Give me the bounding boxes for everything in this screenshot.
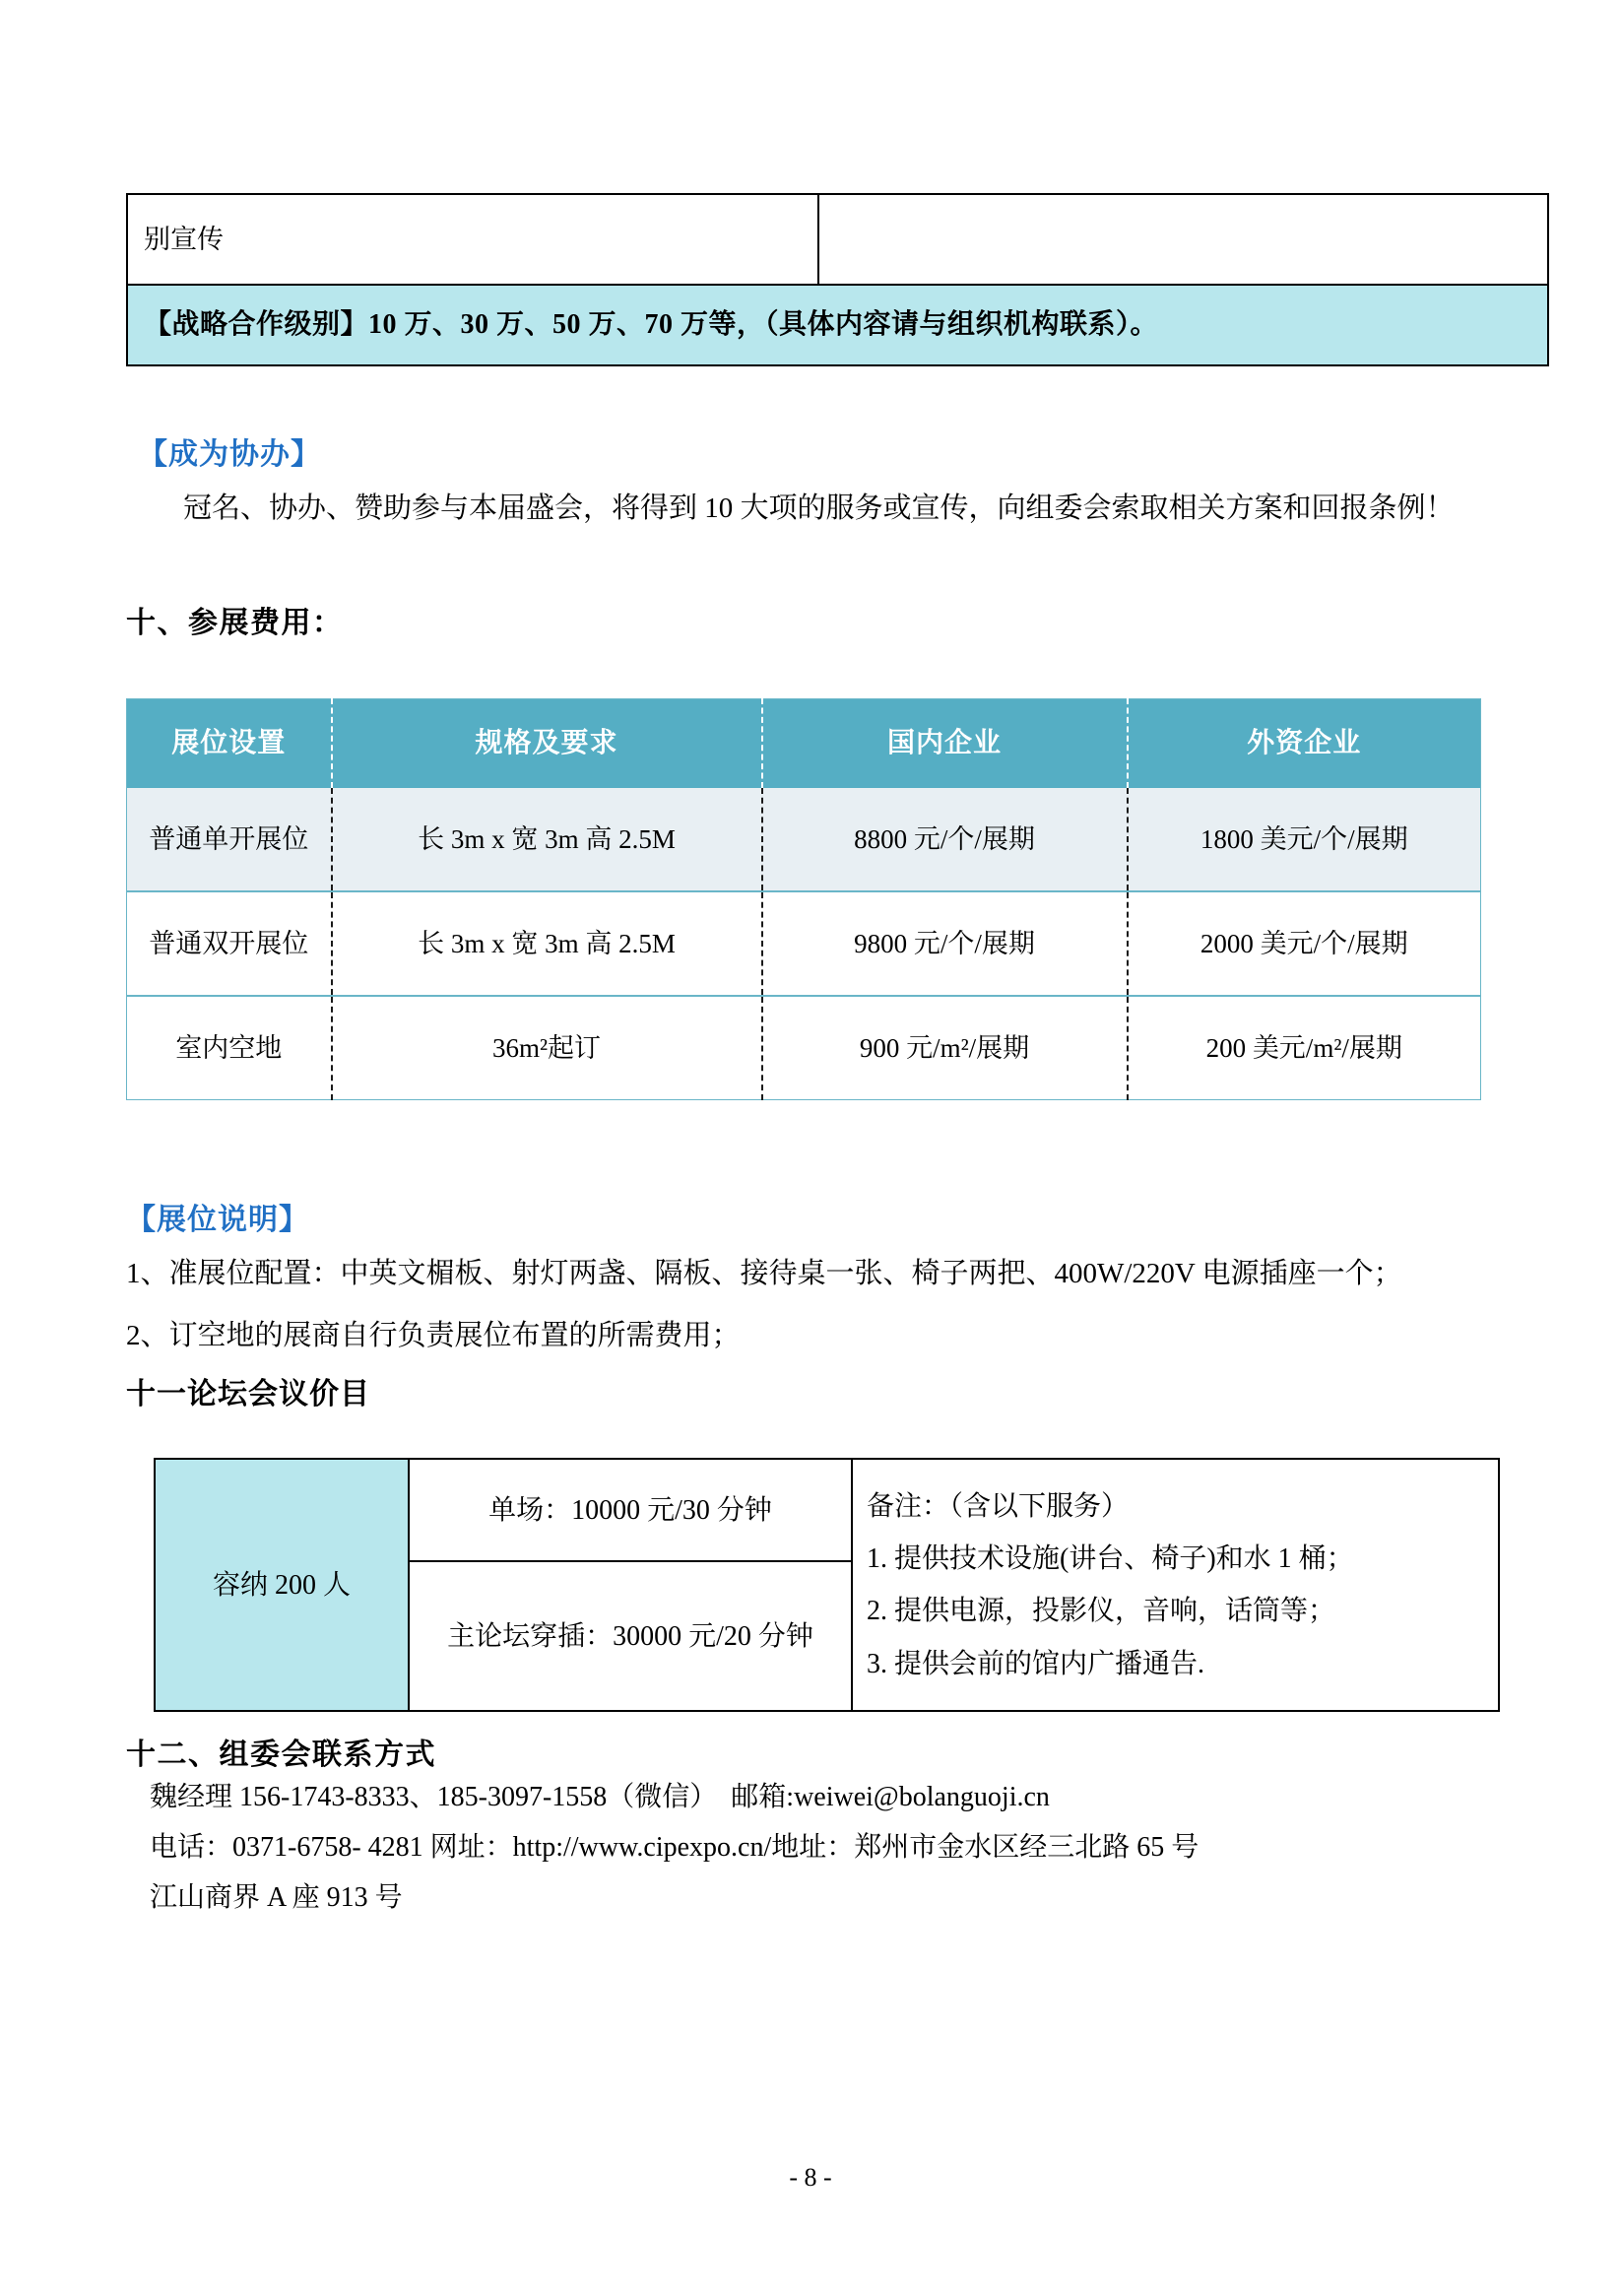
table-row [127,194,1548,285]
table-row-highlight [127,285,1548,365]
become-cosponsor-heading: 【成为协办】 [138,438,321,471]
cell-service-notes [852,1459,1499,1711]
table-row [127,996,1481,1100]
forum-price-table [154,1458,1500,1712]
note-title: 备注：（含以下服务） [867,1490,1130,1522]
table-header-row [127,698,1481,788]
cell-spec: 长 3m x 宽 3m 高 2.5M [332,788,762,891]
booth-note-item-2: 2、订空地的展商自行负责展位布置的所需费用； [126,1319,741,1351]
strategic-cooperation-levels: 【战略合作级别】10 万、30 万、50 万、70 万等，（具体内容请与组织机构联系）。 [127,285,1548,365]
cell-spec: 长 3m x 宽 3m 高 2.5M [332,891,762,996]
column-header-domestic: 国内企业 [762,698,1128,788]
contact-section-heading: 十二、组委会联系方式 [126,1738,436,1772]
cell-foreign-price: 200 美元/m²/展期 [1205,1032,1402,1063]
note-item-1: 1. 提供技术设施(讲台、椅子)和水 1 桶； [867,1542,1354,1574]
page-footer: - 8 - [789,2163,832,2192]
contact-line-manager: 魏经理 156-1743-8333、185-3097-1558（微信） 邮箱:weiwei@bolanguoji.cn [150,1782,1050,1813]
cell-foreign-price: 1800 美元/个/展期 [1128,788,1481,891]
cell-foreign-price: 2000 美元/个/展期 [1128,891,1481,996]
cell-spec: 36m²起订 [332,996,762,1100]
cell-domestic-price: 8800 元/个/展期 [762,788,1128,891]
booth-price-table [126,698,1481,1100]
cell-booth-setting: 普通单开展位 [127,788,332,891]
column-header-spec: 规格及要求 [332,698,762,788]
continuation-table [126,193,1549,366]
cell-right-empty [818,194,1548,285]
cell-capacity: 容纳 200 人 [155,1459,409,1711]
table-row [127,891,1481,996]
page-content [126,0,1480,1924]
table-row [155,1459,1499,1561]
forum-price-heading: 十一论坛会议价目 [126,1378,370,1411]
column-header-booth-setting: 展位设置 [127,698,332,788]
booth-note-item-1: 1、准展位配置：中英文楣板、射灯两盏、隔板、接待桌一张、椅子两把、400W/220V 电源插座一个； [126,1257,1402,1289]
cell-left-text: 别宣传 [127,194,818,285]
contact-line-address-cont: 江山商界 A 座 913 号 [150,1882,403,1914]
cell-domestic-price: 9800 元/个/展期 [762,891,1128,996]
cell-main-forum-price: 主论坛穿插：30000 元/20 分钟 [409,1561,852,1711]
column-header-foreign: 外资企业 [1128,698,1481,788]
note-item-2: 2. 提供电源，投影仪，音响，话筒等； [867,1596,1336,1627]
cell-domestic-price: 900 元/m²/展期 [762,996,1128,1100]
booth-notes-heading: 【展位说明】 [126,1203,309,1236]
note-item-3: 3. 提供会前的馆内广播通告. [867,1648,1205,1679]
section-heading-fee: 十、参展费用： [126,606,344,639]
table-row [127,788,1481,891]
cell-single-session-price: 单场：10000 元/30 分钟 [409,1459,852,1561]
become-cosponsor-body: 冠名、协办、赞助参与本届盛会，将得到 10 大项的服务或宣传，向组委会索取相关方案和回报条例！ [183,492,1455,524]
contact-line-phone-web-address: 电话：0371-6758- 4281 网址：http://www.cipexpo.cn/地址：郑州市金水区经三北路 65 号 [150,1832,1200,1864]
cell-booth-setting: 室内空地 [127,996,332,1100]
cell-booth-setting: 普通双开展位 [127,891,332,996]
